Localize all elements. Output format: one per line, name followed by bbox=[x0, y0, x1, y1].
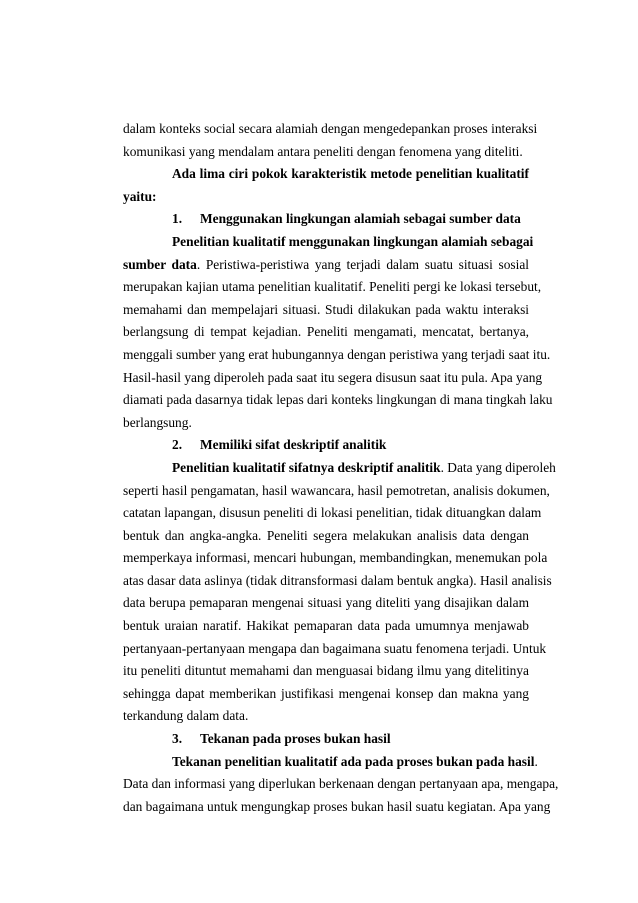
text-line: Penelitian kualitatif menggunakan lingkungan alamiah sebagai bbox=[172, 233, 534, 249]
text-line: yaitu: bbox=[123, 188, 157, 204]
text-line: seperti hasil pengamatan, hasil wawancara, hasil pemotretan, analisis dokumen, bbox=[123, 482, 550, 498]
body-text bbox=[123, 118, 559, 818]
text-line: memahami dan mempelajari situasi. Studi dilakukan pada waktu interaksi bbox=[123, 301, 529, 317]
text-line: bentuk dan angka-angka. Peneliti segera melakukan analisis data dengan bbox=[123, 527, 529, 543]
text-line: sumber data. Peristiwa-peristiwa yang terjadi dalam suatu situasi sosial bbox=[123, 256, 529, 272]
text-line: itu peneliti dituntut memahami dan menguasai bidang ilmu yang ditelitinya bbox=[123, 663, 529, 679]
text-line: Hasil-hasil yang diperoleh pada saat itu segera disusun saat itu pula. Apa yang bbox=[123, 369, 543, 385]
text-line: terkandung dalam data. bbox=[123, 708, 249, 724]
section-heading-3 bbox=[123, 728, 529, 751]
section-number: 3. bbox=[172, 731, 183, 747]
text-line: sehingga dapat memberikan justifikasi mengenai konsep dan makna yang bbox=[123, 685, 529, 701]
text-line: pertanyaan-pertanyaan mengapa dan bagaimana suatu fenomena terjadi. Untuk bbox=[123, 640, 547, 656]
text-line: data berupa pemaparan mengenai situasi yang diteliti yang disajikan dalam bbox=[123, 595, 529, 611]
section-title: Memiliki sifat deskriptif analitik bbox=[200, 437, 387, 453]
text-line: menggali sumber yang erat hubungannya dengan peristiwa yang terjadi saat itu. bbox=[123, 346, 551, 362]
paragraph-intro: Ada lima ciri pokok karakteristik metode penelitian kualitatif bbox=[172, 166, 529, 182]
text-line: memperkaya informasi, mencari hubungan, membandingkan, menemukan pola bbox=[123, 550, 548, 566]
text-line: diamati pada dasarnya tidak lepas dari konteks lingkungan di mana tingkah laku bbox=[123, 392, 553, 408]
section-title: Menggunakan lingkungan alamiah sebagai sumber data bbox=[200, 211, 521, 227]
section-title: Tekanan pada proses bukan hasil bbox=[200, 731, 391, 747]
section-number: 2. bbox=[172, 437, 183, 453]
text-line: atas dasar data aslinya (tidak ditransformasi dalam bentuk angka). Hasil analisis bbox=[123, 572, 552, 588]
section-heading-2 bbox=[123, 434, 529, 457]
text-line: Tekanan penelitian kualitatif ada pada proses bukan pada hasil. bbox=[172, 753, 538, 769]
text-line: catatan lapangan, disusun peneliti di lokasi penelitian, tidak dituangkan dalam bbox=[123, 505, 542, 521]
text-line: bentuk uraian naratif. Hakikat pemaparan data pada umumnya menjawab bbox=[123, 618, 529, 634]
text-line: merupakan kajian utama penelitian kualitatif. Peneliti pergi ke lokasi tersebut, bbox=[123, 279, 542, 295]
text-line: berlangsung di tempat kejadian. Peneliti mengamati, mencatat, bertanya, bbox=[123, 324, 529, 340]
text-line: berlangsung. bbox=[123, 414, 192, 430]
text-line: Data dan informasi yang diperlukan berkenaan dengan pertanyaan apa, mengapa, bbox=[123, 776, 559, 792]
text-line: dan bagaimana untuk mengungkap proses bukan hasil suatu kegiatan. Apa yang bbox=[123, 798, 551, 814]
section-heading-1 bbox=[123, 208, 529, 231]
text-line: komunikasi yang mendalam antara peneliti dengan fenomena yang diteliti. bbox=[123, 143, 523, 159]
section-number: 1. bbox=[172, 211, 183, 227]
text-line: dalam konteks social secara alamiah dengan mengedepankan proses interaksi bbox=[123, 121, 538, 136]
text-line: Penelitian kualitatif sifatnya deskriptif analitik. Data yang diperoleh bbox=[172, 459, 556, 475]
